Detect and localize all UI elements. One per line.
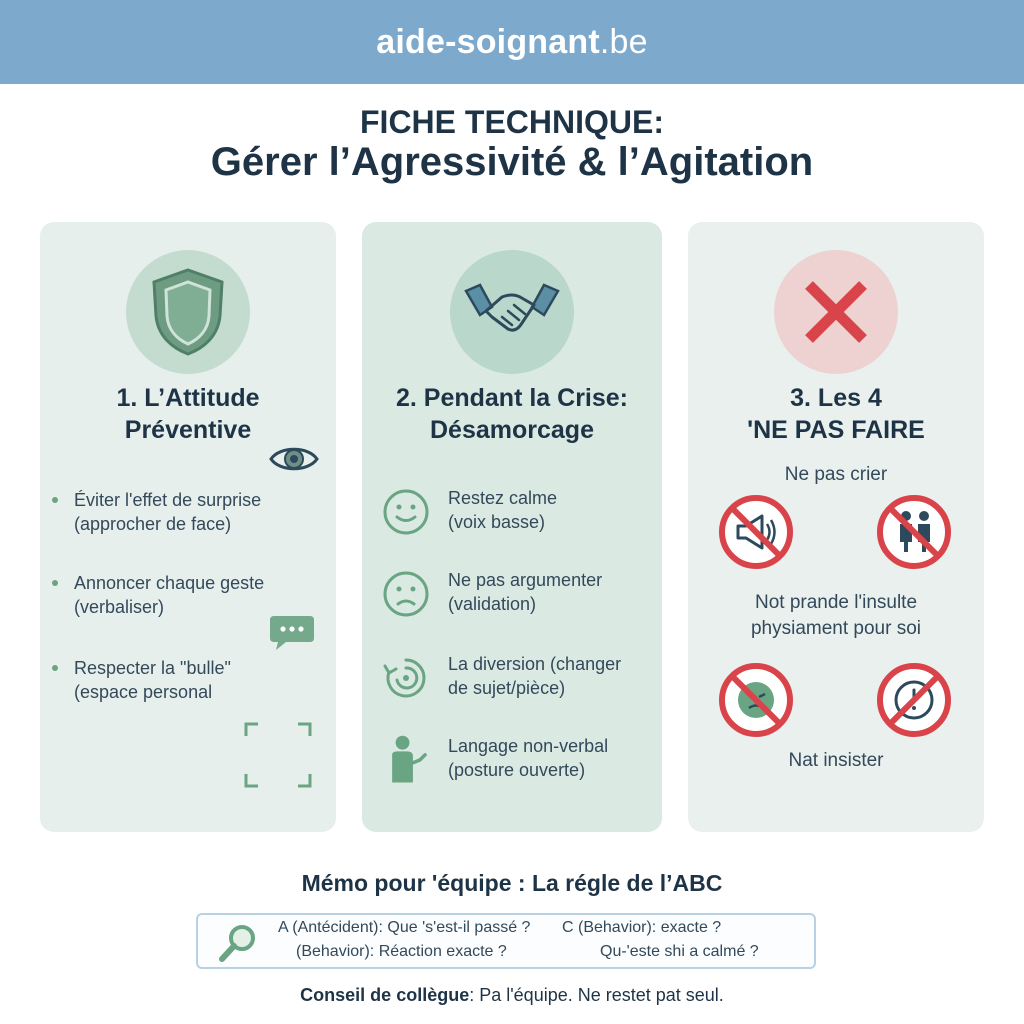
card-title: 3. Les 4 'NE PAS FAIRE (747, 384, 925, 444)
smiley-calm-icon (380, 486, 432, 538)
bullet-dot (52, 580, 58, 586)
colleague-tip (0, 985, 1024, 1006)
no-angry-face-icon (716, 660, 796, 740)
handshake-badge (450, 250, 574, 374)
card-crisis (362, 222, 662, 832)
abc-behavior: (Behavior): Réaction exacte ? (296, 943, 507, 960)
site-name: aide-soignant (376, 22, 600, 61)
card-title: 2. Pendant la Crise: Désamorcage (395, 384, 629, 444)
personal-space-frame-icon (244, 722, 312, 788)
list-item: Restez calme (voix basse) (380, 486, 650, 546)
no-shouting-megaphone-icon (716, 492, 796, 572)
abc-consequence: C (Behavior): exacte ? (562, 919, 722, 936)
card-prevention (40, 222, 336, 832)
memo-title: Mémo pour 'équipe : La régle de l’ABC (301, 870, 723, 896)
magnifier-icon (216, 921, 260, 965)
list-item: Respecter la "bulle" (espace personal (74, 656, 304, 704)
tip-text: : Pa l'équipe. Ne restet pat seul. (469, 985, 724, 1005)
swirl-diversion-icon (380, 652, 432, 704)
card-title: 1. L’Attitude Préventive (116, 384, 260, 444)
rule-label: Ne pas crier (784, 464, 888, 485)
abc-antecedent: A (Antécident): Que 's'est-il passé ? (278, 919, 531, 936)
shield-badge (126, 250, 250, 374)
page-supertitle: FICHE TECHNIQUE: (360, 104, 664, 140)
bullet-dot (52, 497, 58, 503)
list-item: La diversion (changer de sujet/pièce) (380, 652, 650, 712)
page-title: Gérer l’Agressivité & l’Agitation (210, 140, 814, 184)
eye-icon (268, 442, 320, 476)
cross-badge (774, 250, 898, 374)
worried-face-icon (380, 568, 432, 620)
no-insisting-clock-icon (874, 660, 954, 740)
speech-bubble-icon (268, 612, 316, 654)
list-item: Langage non-verbal (posture ouverte) (380, 734, 650, 794)
red-cross-icon (801, 277, 871, 347)
handshake-icon (462, 277, 562, 347)
tip-label: Conseil de collègue (300, 985, 470, 1005)
rule-label: Nat insister (788, 750, 884, 771)
site-logo[interactable] (376, 23, 648, 62)
bullet-dot (52, 665, 58, 671)
list-item: Annoncer chaque geste (verbaliser) (74, 571, 304, 619)
site-header (0, 0, 1024, 84)
list-item: Ne pas argumenter (validation) (380, 568, 650, 628)
shield-icon (148, 266, 228, 358)
rule-label: Not prande l'insulte physiament pour soi (750, 592, 922, 639)
abc-calming: Qu-'este shi a calmé ? (600, 943, 759, 960)
no-confrontation-people-icon (874, 492, 954, 572)
site-tld: .be (599, 22, 648, 61)
open-posture-person-icon (380, 734, 432, 786)
card-do-not (688, 222, 984, 832)
list-item: Éviter l'effet de surprise (approcher de face) (74, 488, 304, 536)
abc-memo-box (196, 913, 816, 969)
